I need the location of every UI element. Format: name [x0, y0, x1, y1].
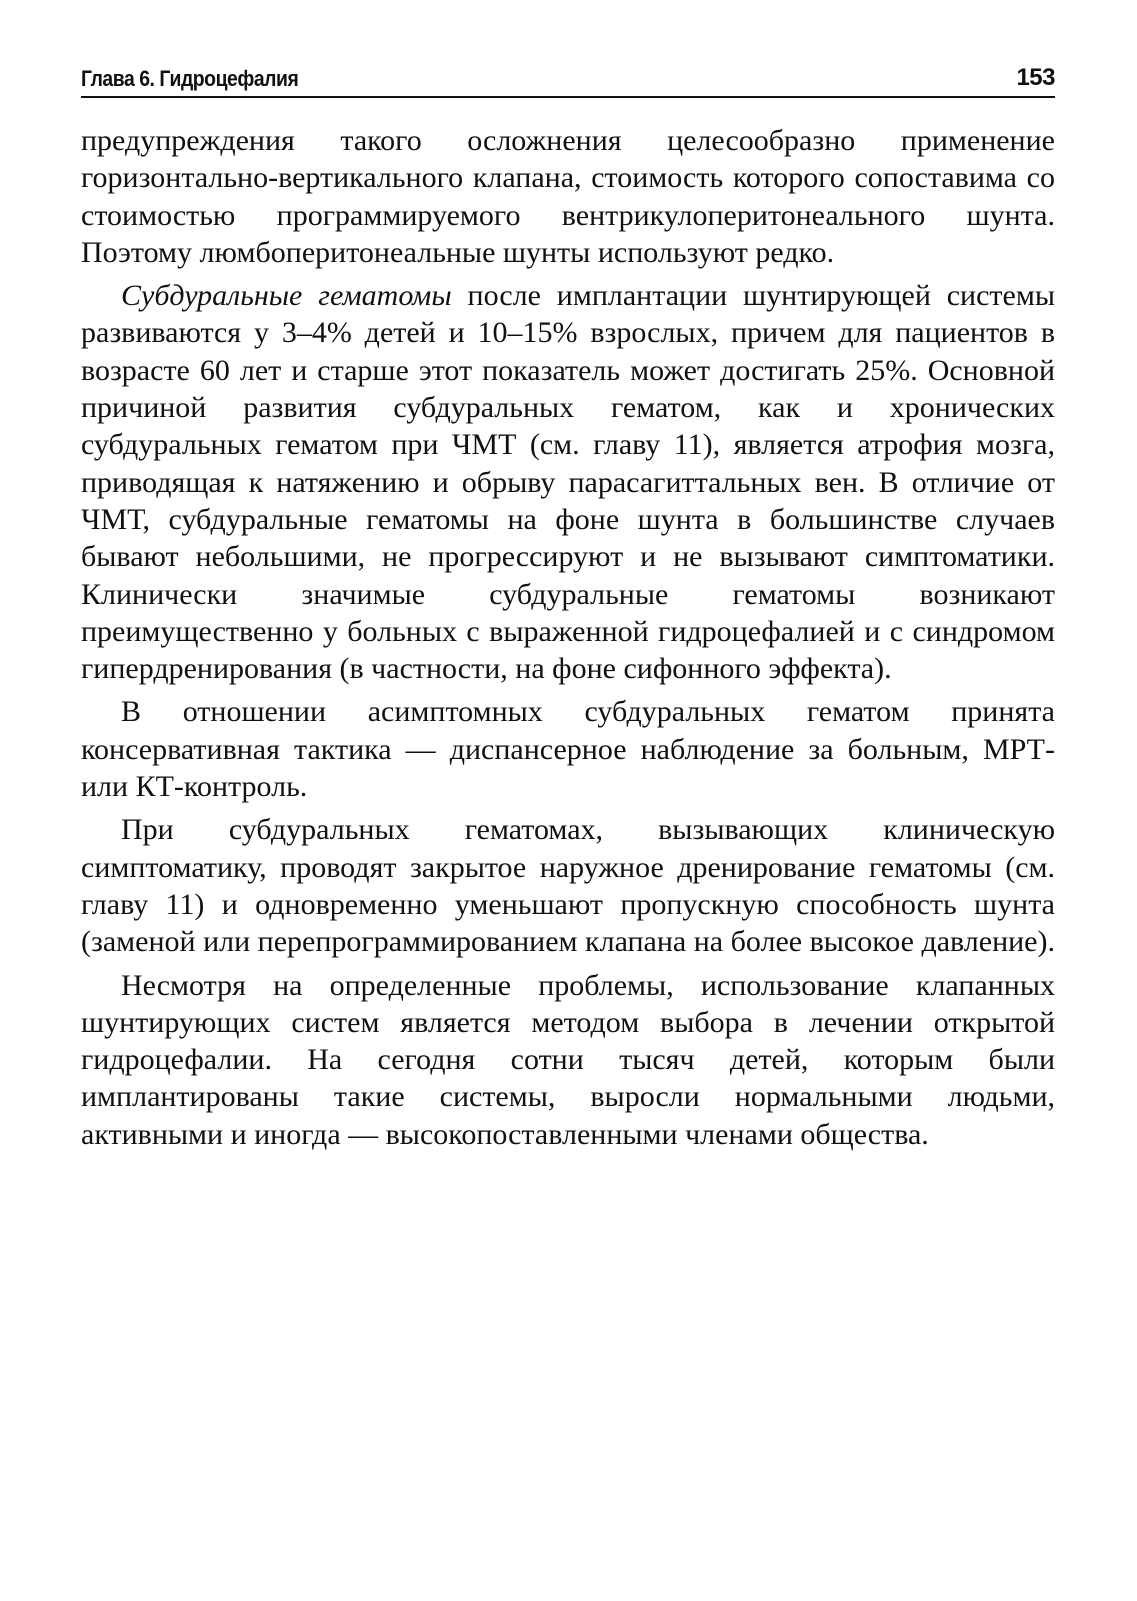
paragraph-asymptomatic	[81, 693, 1055, 805]
paragraph-subdural-hematomas	[81, 277, 1055, 687]
running-header	[81, 58, 1055, 98]
chapter-title: Глава 6. Гидроцефалия	[81, 66, 299, 91]
paragraph-text: В отношении асимптомных субдуральных гематом принята консервативная тактика — диспансерное наблюдение за больным, МРТ- или КТ-контроль.	[81, 695, 1055, 804]
paragraph-text: предупреждения такого осложнения целесообразно применение горизонтально-вертикального клапана, стоимость которого сопоставима со стоимостью программируемого вентрикулоперитонеального шунта. Поэтому люмбоперитонеальные шунты используют редко.	[81, 124, 1055, 269]
paragraph-text: При субдуральных гематомах, вызывающих клиническую симптоматику, проводят закрытое наружное дренирование гематомы (см. главу 11) и одновременно уменьшают пропускную способность шунта (заменой или перепрограммированием клапана на более высокое давление).	[81, 813, 1055, 959]
paragraph-text: Несмотря на определенные проблемы, использование клапанных шунтирующих систем является методом выбора в лечении открытой гидроцефалии. На сегодня сотни тысяч детей, которым были имплантированы такие системы, выросли нормальными людьми, активными и иногда — высокопоставленными членами общества.	[81, 968, 1055, 1151]
paragraph-symptomatic	[81, 811, 1055, 960]
paragraph-text: после имплантации шунтирующей системы развиваются у 3–4% детей и 10–15% взрослых, причем для пациентов в возрасте 60 лет и старше этот показатель может достигать 25%. Основной причиной развития субдуральных гематом, как и хронических субдуральных гематом при ЧМТ (см. главу 11), является атрофия мозга, приводящая к натяжению и обрыву парасагиттальных вен. В отличие от ЧМТ, субдуральные гематомы на фоне шунта в большинстве случаев бывают небольшими, не прогрессируют и не вызывают симптоматики. Клинически значимые субдуральные гематомы возникают преимущественно у больных с выраженной гидроцефалией и с синдромом гипердренирования (в частности, на фоне сифонного эффекта).	[81, 279, 1055, 686]
italic-term: Субдуральные гематомы	[121, 279, 452, 313]
paragraph-continuation	[81, 122, 1055, 271]
page-number: 153	[1016, 64, 1055, 91]
body-text	[81, 122, 1055, 1153]
paragraph-conclusion	[81, 967, 1055, 1153]
book-page	[81, 58, 1055, 1159]
